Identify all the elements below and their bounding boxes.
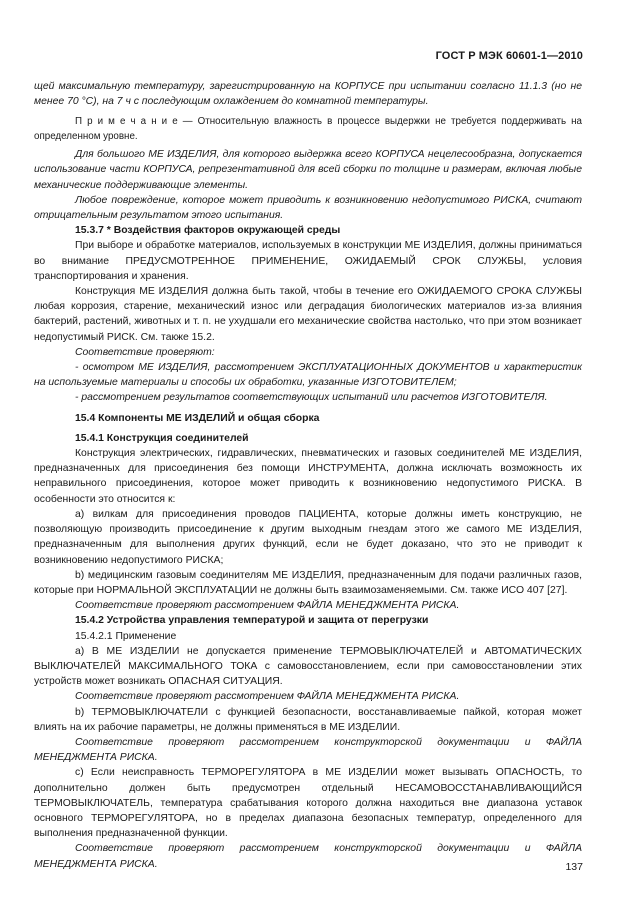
compliance-intro: Соответствие проверяют: bbox=[75, 346, 215, 358]
compliance-design-docs-1: Соответствие проверяют рассмотрением конструкторской документации и ФАЙЛА МЕНЕДЖМЕНТА РИСКА. bbox=[34, 736, 582, 764]
note-paragraph: П р и м е ч а н и е — Относительную влажность в процессе выдержки не требуется поддерживать на определенном уровне. bbox=[34, 116, 582, 142]
list-item-b-gas-connectors: b) медицинским газовым соединителям МЕ ИЗДЕЛИЯ, предназначенным для подачи различных газов, которые при НОРМАЛЬНОЙ ЭКСПЛУАТАЦИИ не должны быть взаимозаменяемыми. См. также ИСО 407 [27]. bbox=[34, 569, 582, 596]
compliance-item-inspection: - осмотром МЕ ИЗДЕЛИЯ, рассмотрением ЭКСПЛУАТАЦИОННЫХ ДОКУМЕНТОВ и характеристик на используемые материалы и способы их обработки, указанные ИЗГОТОВИТЕЛЕМ; bbox=[34, 362, 582, 389]
paragraph-service-life: Конструкция МЕ ИЗДЕЛИЯ должна быть такой, чтобы в течение его ОЖИДАЕМОГО СРОКА СЛУЖБЫ любая коррозия, старение, механический износ или деградация биологических материалов из-за влияния бактерий, растений, животных и т. п. не ухудшали его механические свойства настолько, что при этом возникает недопустимый РИСК. См. также 15.2. bbox=[34, 286, 582, 343]
compliance-item-tests: - рассмотрением результатов соответствующих испытаний или расчетов ИЗГОТОВИТЕЛЯ. bbox=[75, 392, 548, 404]
list-item-a-patient-plugs: а) вилкам для присоединения проводов ПАЦИЕНТА, которые должны иметь конструкцию, не позволяющую производить присоединение к другим выходным гнездам этого же самого МЕ ИЗДЕЛИЯ, предназначенным для выполнения других функций, если не будет доказано, что это не приводит к возникновению недопустимого РИСКА; bbox=[34, 508, 582, 566]
paragraph-continuation: щей максимальную температуру, зарегистрированную на КОРПУСЕ при испытании согласно 11.1.3 (но не менее 70 °С), на 7 ч с последующим охлаждением до комнатной температуры. bbox=[34, 81, 582, 108]
paragraph-damage-result: Любое повреждение, которое может приводить к возникновению недопустимого РИСКА, считают отрицательным результатом этого испытания. bbox=[34, 194, 582, 222]
page-number: 137 bbox=[565, 861, 583, 873]
section-heading-15-4: 15.4 Компоненты МЕ ИЗДЕЛИЙ и общая сборка bbox=[75, 412, 320, 424]
section-heading-15-4-1: 15.4.1 Конструкция соединителей bbox=[75, 432, 249, 444]
document-header-id: ГОСТ Р МЭК 60601-1—2010 bbox=[435, 50, 583, 62]
body-text bbox=[34, 79, 582, 872]
paragraph-large-device: Для большого МЕ ИЗДЕЛИЯ, для которого выдержка всего КОРПУСА нецелесообразна, допускается использование части КОРПУСА, репрезентативной для всей сборки по толщине и размерам, включая любые механические поддерживающие элементы. bbox=[34, 149, 582, 191]
paragraph-materials: При выборе и обработке материалов, используемых в конструкции МЕ ИЗДЕЛИЯ, должны приниматься во внимание ПРЕДУСМОТРЕННОЕ ПРИМЕНЕНИЕ, ОЖИДАЕМЫЙ СРОК СЛУЖБЫ, условия транспортирования и хранения. bbox=[34, 240, 582, 282]
list-item-a-thermal-cutouts: а) В МЕ ИЗДЕЛИИ не допускается применение ТЕРМОВЫКЛЮЧАТЕЛЕЙ и АВТОМАТИЧЕСКИХ ВЫКЛЮЧАТЕЛЕЙ МАКСИМАЛЬНОГО ТОКА с самовосстановлением, если при самовосстановлении этих устройств может возникать ОПАСНАЯ СИТУАЦИЯ. bbox=[34, 645, 582, 688]
paragraph-connectors: Конструкция электрических, гидравлических, пневматических и газовых соединителей МЕ ИЗДЕЛИЯ, предназначенных для присоединения без помощи ИНСТРУМЕНТА, должна исключать возможность их неправильного присоединения, которое может приводить к возникновению недопустимого РИСКА. В особенности это относится к: bbox=[34, 448, 582, 505]
section-heading-15-4-2: 15.4.2 Устройства управления температурой и защита от перегрузки bbox=[75, 615, 429, 627]
compliance-design-docs-2: Соответствие проверяют рассмотрением конструкторской документации и ФАЙЛА МЕНЕДЖМЕНТА РИСКА. bbox=[34, 843, 582, 870]
list-item-b-solder-cutouts: b) ТЕРМОВЫКЛЮЧАТЕЛИ с функцией безопасности, восстанавливаемые пайкой, которая может влиять на их рабочие параметры, не должны применяться в МЕ ИЗДЕЛИИ. bbox=[34, 706, 582, 733]
compliance-risk-file-1: Соответствие проверяют рассмотрением ФАЙЛА МЕНЕДЖМЕНТА РИСКА. bbox=[75, 600, 460, 612]
subsection-heading-15-4-2-1: 15.4.2.1 Применение bbox=[75, 630, 177, 642]
list-item-c-thermostat-fault: c) Если неисправность ТЕРМОРЕГУЛЯТОРА в МЕ ИЗДЕЛИИ может вызывать ОПАСНОСТЬ, то дополнительно должен быть предусмотрен отдельный НЕСАМОВОССТАНАВЛИВАЮЩИЙСЯ ТЕРМОВЫКЛЮЧАТЕЛЬ, температура срабатывания которого должна находиться вне диапазона уставок основного ТЕРМОРЕГУЛЯТОРА, но в пределах диапазона безопасных температур, определенного для выполнения предназначенной функции. bbox=[34, 767, 582, 840]
section-heading-15-3-7: 15.3.7 * Воздействия факторов окружающей среды bbox=[75, 225, 341, 237]
compliance-risk-file-2: Соответствие проверяют рассмотрением ФАЙЛА МЕНЕДЖМЕНТА РИСКА. bbox=[75, 691, 460, 703]
